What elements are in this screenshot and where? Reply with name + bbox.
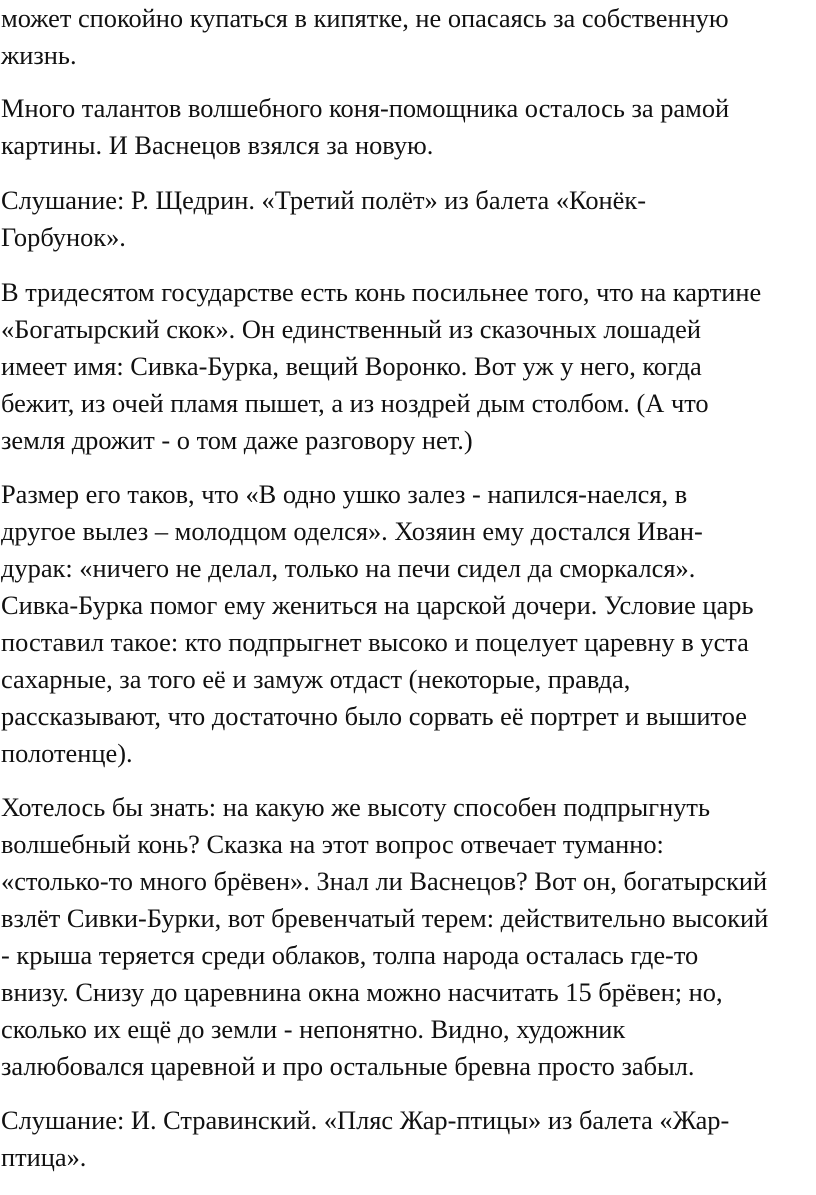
text-line: Много талантов волшебного коня-помощника осталось за рамой (1, 93, 730, 123)
paragraph-1 (1, 0, 816, 74)
text-line: земля дрожит - о том даже разговору нет.) (1, 425, 473, 455)
paragraph-4 (1, 274, 816, 459)
text-line: бежит, из очей пламя пышет, а из ноздрей дым столбом. (А что (1, 388, 709, 418)
text-line: дурак: «ничего не делал, только на печи сидел да сморкался». (1, 553, 696, 583)
paragraph-listening-stravinsky (1, 1102, 816, 1176)
paragraph-6 (1, 789, 816, 1085)
text-line: птица». (1, 1142, 87, 1172)
text-line: «столько-то много брёвен». Знал ли Васнецов? Вот он, богатырский (1, 866, 768, 896)
text-line: может спокойно купаться в кипятке, не опасаясь за собственную (1, 3, 729, 33)
text-line: - крыша теряется среди облаков, толпа народа осталась где-то (1, 940, 699, 970)
text-line: полотенце). (1, 738, 133, 768)
text-line: Горбунок». (1, 222, 126, 252)
text-line: жизнь. (1, 40, 77, 70)
text-line: рассказывают, что достаточно было сорвать её портрет и вышитое (1, 701, 747, 731)
text-line: Хотелось бы знать: на какую же высоту способен подпрыгнуть (1, 792, 711, 822)
text-line: Слушание: Р. Щедрин. «Третий полёт» из балета «Конёк- (1, 185, 646, 215)
text-line: В тридесятом государстве есть конь посильнее того, что на картине (1, 277, 762, 307)
text-line: внизу. Снизу до царевнина окна можно насчитать 15 брёвен; но, (1, 977, 723, 1007)
text-line: залюбовался царевной и про остальные бревна просто забыл. (1, 1051, 695, 1081)
text-line: Сивка-Бурка помог ему жениться на царской дочери. Условие царь (1, 590, 754, 620)
paragraph-2 (1, 90, 816, 164)
text-line: поставил такое: кто подпрыгнет высоко и поцелует царевну в уста (1, 627, 749, 657)
paragraph-5 (1, 476, 816, 772)
text-line: картины. И Васнецов взялся за новую. (1, 130, 434, 160)
text-line: сколько их ещё до земли - непонятно. Видно, художник (1, 1014, 626, 1044)
text-line: имеет имя: Сивка-Бурка, вещий Воронко. Вот уж у него, когда (1, 351, 702, 381)
text-line: «Богатырский скок». Он единственный из сказочных лошадей (1, 314, 701, 344)
text-line: волшебный конь? Сказка на этот вопрос отвечает туманно: (1, 829, 664, 859)
text-line: взлёт Сивки-Бурки, вот бревенчатый терем: действительно высокий (1, 903, 769, 933)
text-line: сахарные, за того её и замуж отдаст (некоторые, правда, (1, 664, 631, 694)
text-line: Слушание: И. Стравинский. «Пляс Жар-птицы» из балета «Жар- (1, 1105, 730, 1135)
text-line: Размер его таков, что «В одно ушко залез - напился-наелся, в (1, 479, 688, 509)
paragraph-listening-shchedrin (1, 182, 816, 256)
text-line: другое вылез – молодцом оделся». Хозяин ему достался Иван- (1, 516, 703, 546)
